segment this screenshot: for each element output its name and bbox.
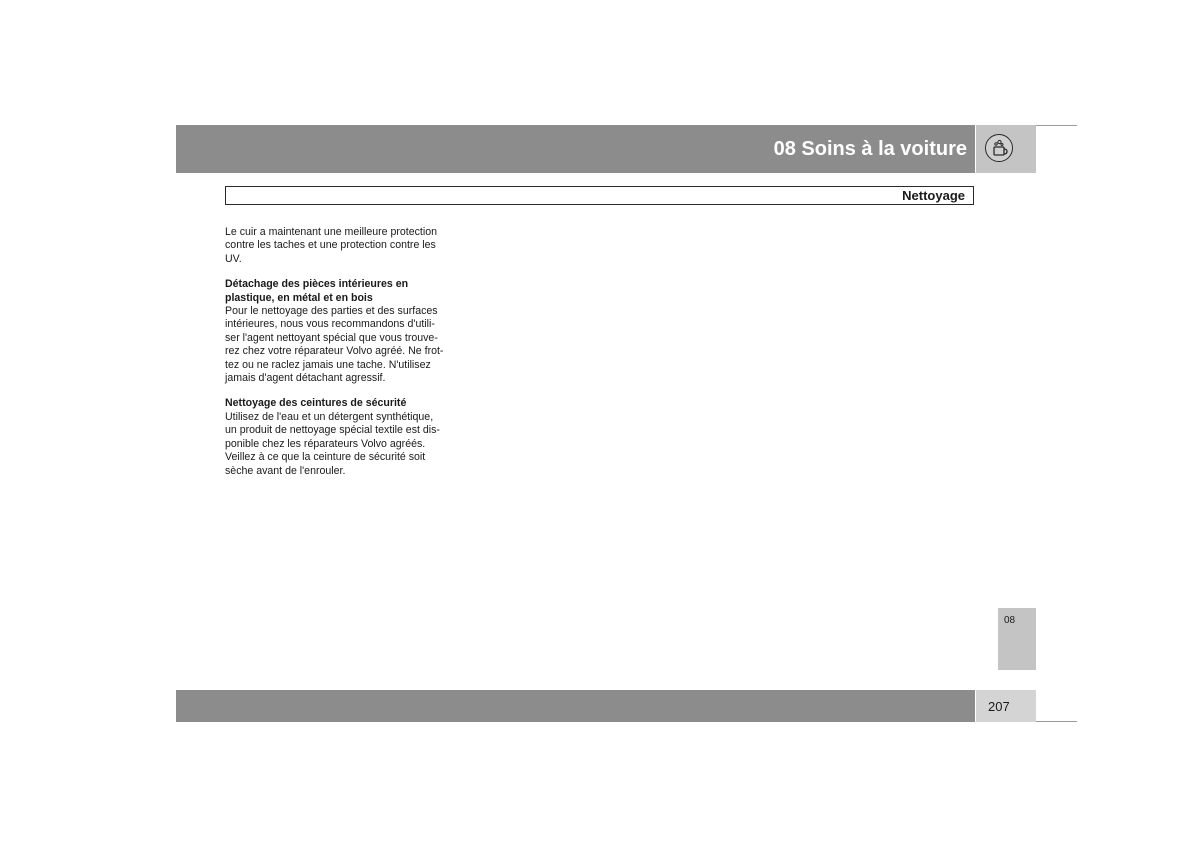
text-line: un produit de nettoyage spécial textile est dis- bbox=[225, 424, 440, 437]
text-line: jamais d'agent détachant agressif. bbox=[225, 372, 386, 385]
section-header-box bbox=[225, 186, 974, 205]
text-line: tez ou ne raclez jamais une tache. N'utilisez bbox=[225, 358, 431, 371]
side-tab-label: 08 bbox=[1004, 615, 1016, 626]
section-seatbelts bbox=[225, 397, 471, 477]
text-line: rez chez votre réparateur Volvo agréé. Ne frot- bbox=[225, 345, 444, 358]
text-line: UV. bbox=[225, 252, 242, 265]
intro-paragraph bbox=[225, 226, 471, 266]
text-line: ponible chez les réparateurs Volvo agréés. bbox=[225, 437, 426, 450]
footer-bar bbox=[176, 690, 975, 722]
chapter-icon-box bbox=[976, 125, 1036, 173]
text-column bbox=[225, 226, 471, 490]
subheading: plastique, en métal et en bois bbox=[225, 291, 373, 304]
subheading: Nettoyage des ceintures de sécurité bbox=[225, 397, 407, 410]
header-rule bbox=[1036, 125, 1077, 126]
chapter-title: 08 Soins à la voiture bbox=[773, 138, 967, 160]
page-number: 207 bbox=[988, 699, 1010, 714]
footer-rule bbox=[1036, 721, 1077, 722]
text-line: Utilisez de l'eau et un détergent synthétique, bbox=[225, 410, 434, 423]
car-care-icon bbox=[985, 134, 1013, 162]
text-line: ser l'agent nettoyant spécial que vous trouve- bbox=[225, 331, 438, 344]
text-line: intérieures, nous vous recommandons d'utili- bbox=[225, 318, 435, 331]
section-plastic-metal-wood bbox=[225, 278, 471, 385]
text-line: Pour le nettoyage des parties et des surfaces bbox=[225, 305, 438, 318]
text-line: Veillez à ce que la ceinture de sécurité soit bbox=[225, 451, 426, 464]
chapter-side-tab bbox=[998, 608, 1036, 670]
text-line: Le cuir a maintenant une meilleure protection bbox=[225, 226, 437, 238]
page-number-box bbox=[976, 690, 1036, 722]
text-line: sèche avant de l'enrouler. bbox=[225, 464, 346, 477]
section-title: Nettoyage bbox=[902, 188, 965, 203]
chapter-header-bar bbox=[176, 125, 975, 173]
text-line: contre les taches et une protection contre les bbox=[225, 239, 436, 252]
subheading: Détachage des pièces intérieures en bbox=[225, 278, 409, 291]
